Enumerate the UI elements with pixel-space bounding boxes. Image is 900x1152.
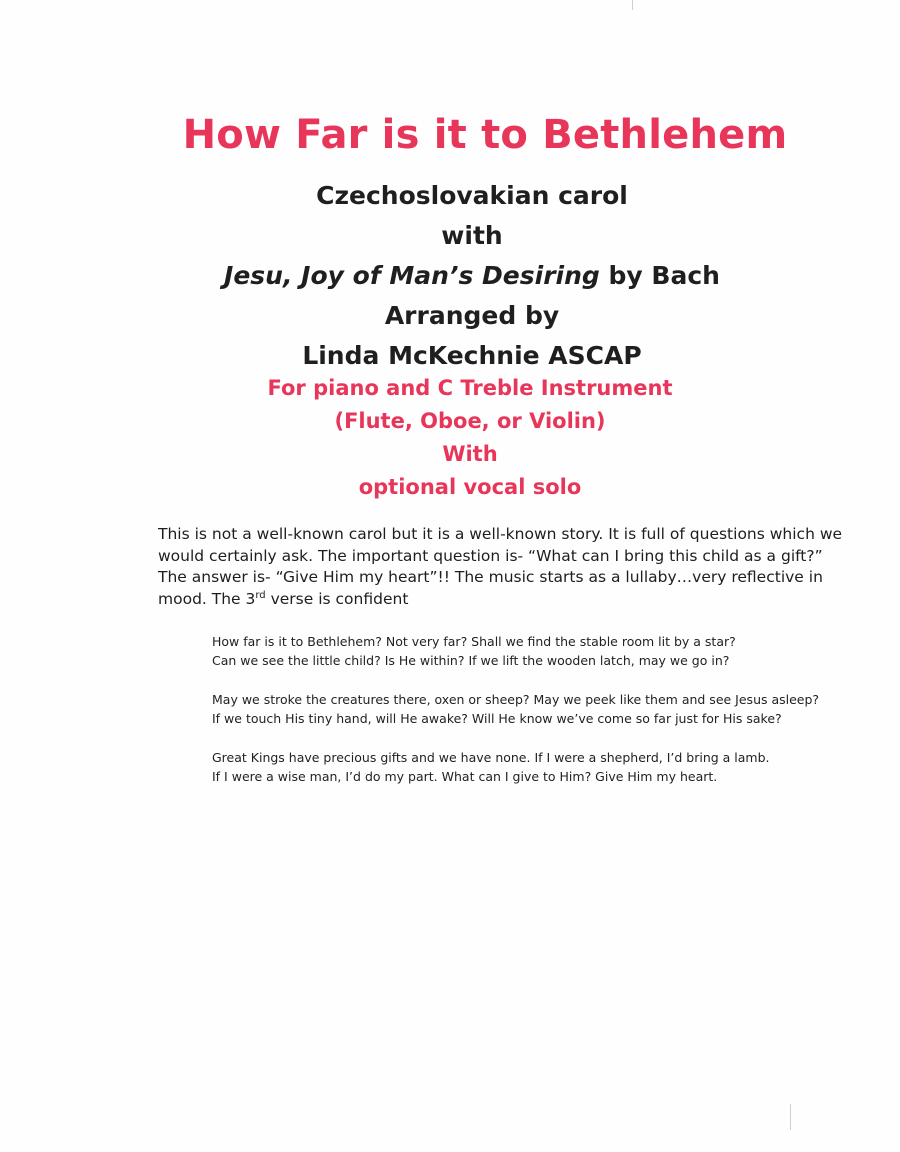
intro-line: The answer is- “Give Him my heart”!! The music starts as a lullaby…very reflective in	[158, 568, 823, 586]
lyric-line: Can we see the little child? Is He within? If we lift the wooden latch, may we go in?	[212, 653, 730, 668]
document-title: How Far is it to Bethlehem	[182, 112, 788, 158]
scan-edge-mark	[632, 0, 633, 10]
intro-line	[158, 589, 838, 611]
arranged-by-label: Arranged by	[384, 301, 560, 330]
scan-edge-mark	[790, 1104, 791, 1130]
verse	[212, 690, 832, 728]
intro-paragraph	[158, 524, 843, 610]
carol-origin: Czechoslovakian carol	[316, 181, 628, 210]
instrumentation-line: optional vocal solo	[358, 475, 582, 499]
piece-title: Jesu, Joy of Man’s Desiring	[224, 261, 600, 290]
verse	[212, 748, 832, 786]
with-label: with	[441, 221, 503, 250]
lyric-line: If we touch His tiny hand, will He awake? Will He know we’ve come so far just for His sake?	[212, 711, 782, 726]
intro-line: would certainly ask. The important question is- “What can I bring this child as a gift?”	[158, 546, 823, 565]
lyric-line: If I were a wise man, I’d do my part. What can I give to Him? Give Him my heart.	[212, 769, 718, 784]
verse	[212, 632, 832, 670]
arranger-name: Linda McKechnie ASCAP	[302, 341, 642, 370]
lyric-line: How far is it to Bethlehem? Not very far? Shall we find the stable room lit by a star?	[212, 634, 736, 649]
instrumentation-line: (Flute, Oboe, or Violin)	[334, 409, 606, 433]
intro-text: mood. The 3	[158, 589, 256, 608]
instrumentation-line: With	[442, 442, 498, 466]
instrumentation-block	[0, 372, 900, 504]
bach-piece	[0, 256, 900, 296]
ordinal-suffix: rd	[255, 589, 266, 601]
lyric-line: Great Kings have precious gifts and we have none. If I were a shepherd, I’d bring a lamb.	[212, 750, 770, 765]
instrumentation-line: For piano and C Treble Instrument	[267, 376, 673, 400]
subtitle-block	[0, 176, 900, 376]
lyrics-block	[212, 632, 832, 806]
intro-text: verse is confident	[265, 589, 409, 608]
intro-line: This is not a well-known carol but it is a well-known story. It is full of questions which we	[158, 525, 843, 543]
composer: by Bach	[599, 261, 720, 290]
lyric-line: May we stroke the creatures there, oxen or sheep? May we peek like them and see Jesus asleep?	[212, 692, 820, 707]
